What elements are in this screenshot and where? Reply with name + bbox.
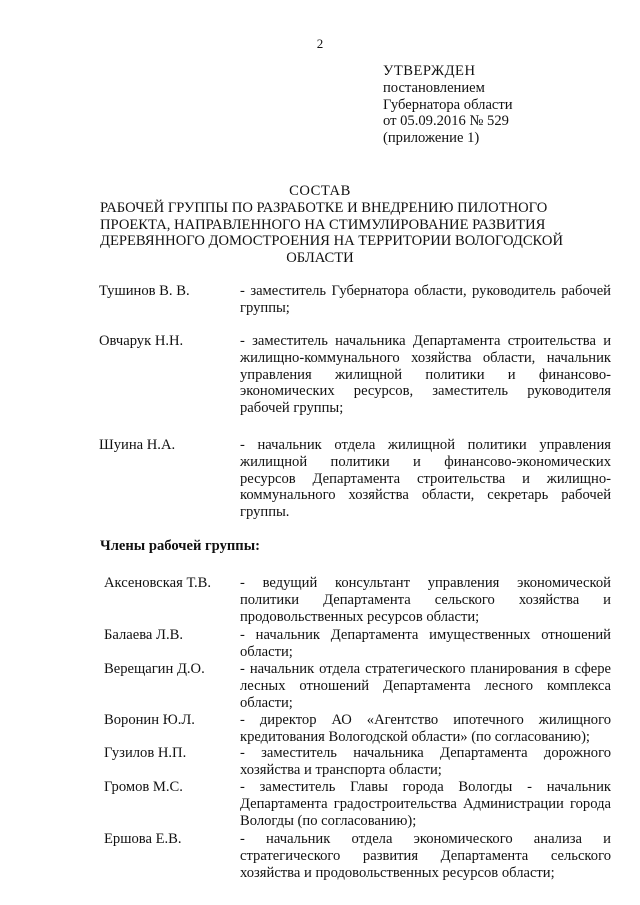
member-role: - начальник отдела стратегического планирования в сфере лесных отношений Департамента лесного комплекса области; <box>240 661 611 711</box>
document-title <box>100 183 564 267</box>
approval-line: (приложение 1) <box>383 130 480 147</box>
title-line: ОБЛАСТИ <box>286 250 354 267</box>
member-name: Ершова Е.В. <box>104 831 182 847</box>
member-name: Воронин Ю.Л. <box>104 712 195 728</box>
member-name: Верещагин Д.О. <box>104 661 205 677</box>
member-name: Аксеновская Т.В. <box>104 575 211 591</box>
member-role: - заместитель начальника Департамента строительства и жилищно-коммунального хозяйства области, начальник управления жилищной политики и финансово-экономических ресурсов, заместитель руководителя рабочей группы; <box>240 333 611 417</box>
approval-heading: УТВЕРЖДЕН <box>383 63 476 79</box>
member-role: - начальник отдела экономического анализа и стратегического развития Департамента сельского хозяйства и продовольственных ресурсов области; <box>240 831 611 881</box>
title-line: РАБОЧЕЙ ГРУППЫ ПО РАЗРАБОТКЕ И ВНЕДРЕНИЮ ПИЛОТНОГО <box>100 199 548 216</box>
title-word: СОСТАВ <box>289 183 351 199</box>
member-role: - ведущий консультант управления экономической политики Департамента сельского хозяйства и продовольственных ресурсов области; <box>240 575 611 625</box>
member-name: Громов М.С. <box>104 779 183 795</box>
member-role: - начальник отдела жилищной политики управления жилищной политики и финансово-экономических ресурсов Департамента строительства и жилищно-коммунального хозяйства области, секретарь рабочей группы. <box>240 437 611 521</box>
approval-line: постановлением <box>383 79 485 96</box>
approval-line: от 05.09.2016 № 529 <box>383 113 509 130</box>
page-number: 2 <box>316 36 324 51</box>
member-role: - заместитель начальника Департамента дорожного хозяйства и транспорта области; <box>240 745 611 778</box>
member-name: Балаева Л.В. <box>104 627 183 643</box>
approval-line: Губернатора области <box>383 96 513 113</box>
member-name: Шуина Н.А. <box>99 437 176 453</box>
title-line: ДЕРЕВЯННОГО ДОМОСТРОЕНИЯ НА ТЕРРИТОРИИ ВОЛОГОДСКОЙ <box>100 233 564 250</box>
members-heading: Члены рабочей группы: <box>100 538 260 554</box>
member-role: - директор АО «Агентство ипотечного жилищного кредитования Вологодской области» (по согласованию); <box>240 712 611 745</box>
member-name: Гузилов Н.П. <box>104 745 187 761</box>
member-role: - начальник Департамента имущественных отношений области; <box>240 627 611 660</box>
member-name: Тушинов В. В. <box>99 283 190 299</box>
member-name: Овчарук Н.Н. <box>99 333 184 349</box>
member-role: - заместитель Главы города Вологды - начальник Департамента градостроительства Администрации города Вологды (по согласованию); <box>240 779 611 829</box>
member-role: - заместитель Губернатора области, руководитель рабочей группы; <box>240 283 611 316</box>
approval-block <box>383 63 633 147</box>
title-line: ПРОЕКТА, НАПРАВЛЕННОГО НА СТИМУЛИРОВАНИЕ РАЗВИТИЯ <box>100 216 546 233</box>
